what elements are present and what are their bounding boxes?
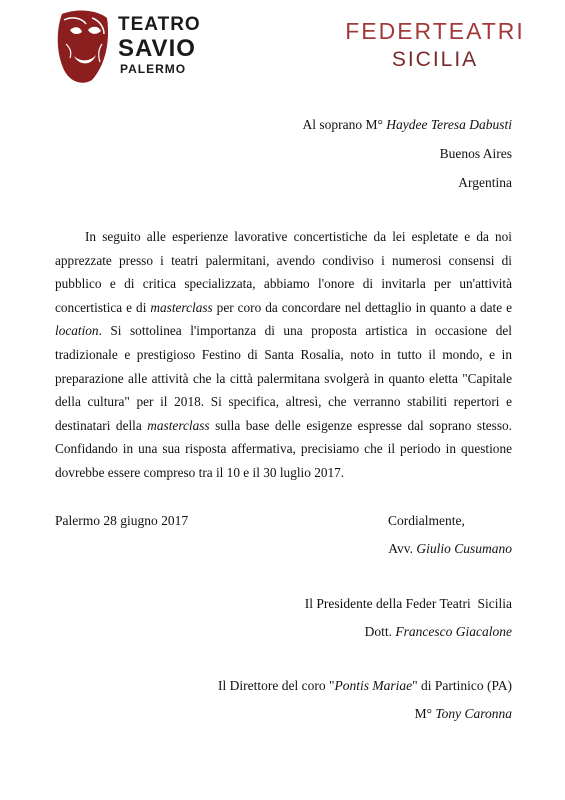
body-masterclass1: masterclass — [150, 299, 213, 315]
signer3-name: Tony Caronna — [435, 706, 512, 721]
body-part1: In seguito alle esperienze lavorative concertistiche da lei espletate e da noi apprezzate presso i teatri palermitani, avendo condiviso i numerosi consensi di pubblico e di critica specializzata, abbiamo l'onore di invitarla per un'attività concertistica e di — [55, 229, 512, 315]
signer2-role: Il Presidente della Feder Teatri Sicilia — [304, 596, 512, 611]
signer2 — [365, 624, 512, 640]
signer2-name: Francesco Giacalone — [395, 624, 512, 639]
feder-line2: SICILIA — [391, 48, 479, 71]
recipient-name: Haydee Teresa Dabusti — [386, 117, 512, 132]
body-part4: sulla base delle esigenze espresse dal soprano stesso. Confidando in una sua risposta affermativa, precisiamo che il periodo in questione dovrebbe essere compreso tra il 10 e il 30 luglio 2017. — [55, 417, 512, 480]
feder-line1: FEDERTEATRI — [345, 18, 525, 44]
recipient-country: Argentina — [458, 175, 512, 190]
teatro-line3: PALERMO — [120, 62, 187, 76]
signer1 — [388, 541, 512, 557]
place-date: Palermo 28 giugno 2017 — [55, 513, 189, 528]
teatro-line1: TEATRO — [118, 14, 201, 35]
teatro-line2: SAVIO — [118, 35, 196, 62]
teatro-savio-logo — [52, 8, 262, 88]
recipient-line1 — [302, 117, 512, 133]
body-part3: . Si sottolinea l'importanza di una proposta artistica in occasione del tradizionale e prestigioso Festino di Santa Rosalia, noto in tutto il mondo, e in preparazione alle attività che la città palermitana svolgerà in quanto eletta "Capitale della cultura" per il 2018. Si specifica, altresì, che verranno stabiliti repertori e destinatari della — [55, 323, 512, 433]
recipient-prefix: Al soprano M° — [302, 117, 387, 132]
body-masterclass2: masterclass — [147, 417, 210, 433]
signer1-prefix: Avv. — [388, 541, 417, 556]
theatre-mask-icon — [52, 8, 112, 86]
signer3-role-suffix: " di Partinico (PA) — [412, 678, 512, 693]
signer3-role-italic: Pontis Mariae — [334, 678, 413, 693]
federteatri-logo — [335, 18, 535, 78]
body-location: location — [55, 323, 99, 339]
signer1-name: Giulio Cusumano — [416, 541, 512, 556]
signer3-role — [218, 678, 512, 694]
body-part2: per coro da concordare nel dettaglio in quanto a date e — [212, 299, 512, 315]
letter-body — [55, 225, 512, 485]
signer3-prefix: M° — [414, 706, 436, 721]
recipient-city: Buenos Aires — [439, 146, 512, 161]
closing: Cordialmente, — [388, 513, 465, 528]
signer3-role-prefix: Il Direttore del coro " — [218, 678, 335, 693]
signer2-prefix: Dott. — [364, 624, 396, 639]
signer3 — [415, 706, 512, 722]
